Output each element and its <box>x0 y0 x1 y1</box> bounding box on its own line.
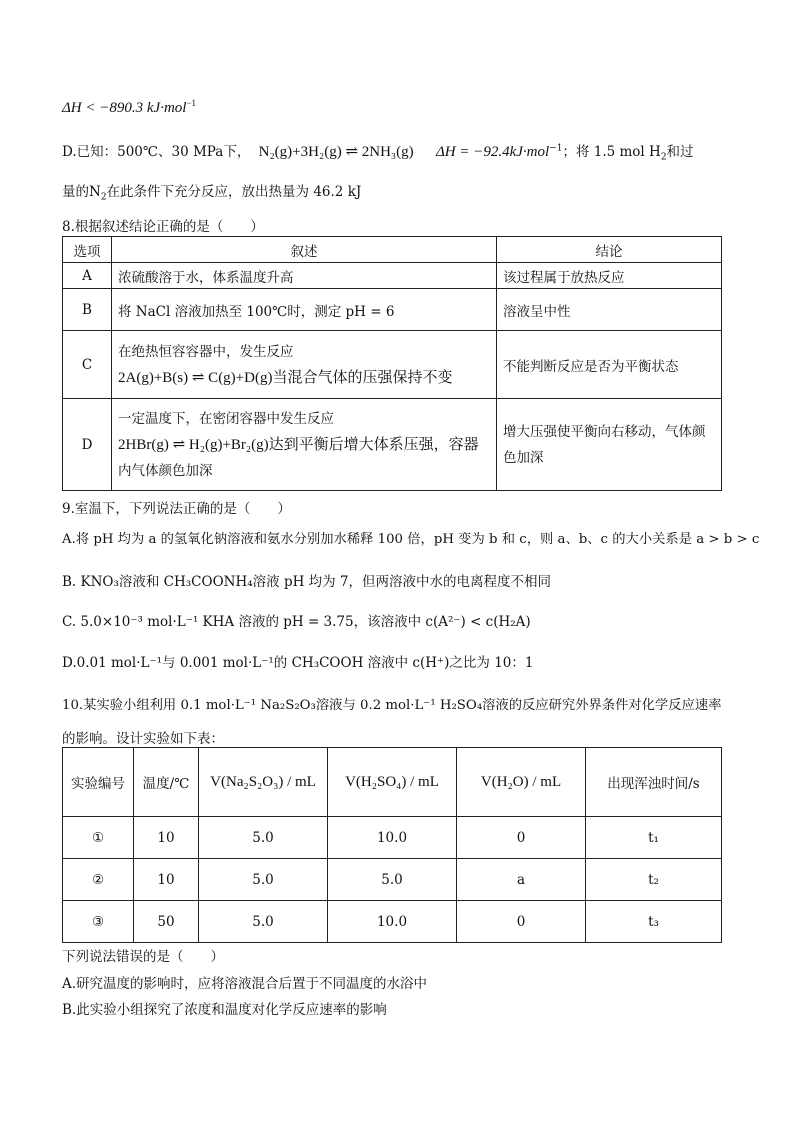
cell: t₃ <box>586 901 722 943</box>
header-time: 出现浑浊时间/s <box>586 748 722 817</box>
row-a-option: A <box>63 263 112 289</box>
cell: 5.0 <box>328 859 457 901</box>
table-header-row <box>63 237 722 263</box>
row-b-conclusion: 溶液呈中性 <box>497 289 722 331</box>
header-temp: 温度/℃ <box>134 748 199 817</box>
row-c-desc-line: 在绝热恒容容器中，发生反应 <box>118 343 294 360</box>
q8-stem: 8.根据叙述结论正确的是（ ） <box>62 219 264 235</box>
q9-option-d: D.0.01 mol·L⁻¹与 0.001 mol·L⁻¹的 CH₃COOH 溶液中 c(H⁺)之比为 10：1 <box>62 655 534 671</box>
row-d-desc <box>112 399 497 491</box>
q9-option-a: A.将 pH 均为 a 的氢氧化钠溶液和氨水分别加水稀释 100 倍，pH 变为 b 和 c，则 a、b、c 的大小关系是 a > b > c <box>62 532 760 547</box>
row-d-desc-line: 2HBr(g) ⇌ H₂(g)+Br₂(g)达到平衡后增大体系压强，容器 <box>118 436 479 453</box>
table-row <box>63 399 722 491</box>
row-c-desc <box>112 331 497 399</box>
header-option: 选项 <box>63 237 112 263</box>
q10-option-b: B.此实验小组探究了浓度和温度对化学反应速率的影响 <box>62 1002 387 1018</box>
row-d-option: D <box>63 399 112 491</box>
option-d-line-1 <box>62 140 694 161</box>
row-b-desc: 将 NaCl 溶液加热至 100℃时，测定 pH = 6 <box>112 289 497 331</box>
q10-option-a: A.研究温度的影响时，应将溶液混合后置于不同温度的水浴中 <box>62 976 428 992</box>
cell: 0 <box>457 901 586 943</box>
q10-after: 下列说法错误的是（ ） <box>62 949 224 965</box>
table-row <box>63 331 722 399</box>
q9-option-c: C. 5.0×10⁻³ mol·L⁻¹ KHA 溶液的 pH = 3.75，该溶液中 c(A²⁻) < c(H₂A) <box>62 614 531 630</box>
cell: 5.0 <box>199 817 328 859</box>
option-d-dh-exp: −1 <box>549 143 563 154</box>
row-c-desc-line: 2A(g)+B(s) ⇌ C(g)+D(g)当混合气体的压强保持不变 <box>118 369 453 386</box>
option-d-dh: ΔH = −92.4kJ·mol <box>435 144 550 160</box>
table-row <box>63 289 722 331</box>
row-c-option: C <box>63 331 112 399</box>
cell: a <box>457 859 586 901</box>
option-d-tail1-sub: 2 <box>660 152 667 163</box>
cell: 50 <box>134 901 199 943</box>
row-d-desc-line: 一定温度下，在密闭容器中发生反应 <box>118 410 334 427</box>
table-row <box>63 859 722 901</box>
option-d-tail1: ；将 1.5 mol H <box>562 144 661 160</box>
q10-stem-line-2: 的影响。设计实验如下表： <box>62 731 224 747</box>
cell: 0 <box>457 817 586 859</box>
option-d-line2-sub: 2 <box>100 192 107 203</box>
table-row <box>63 263 722 289</box>
header-conclusion: 结论 <box>497 237 722 263</box>
q8-table <box>62 236 722 491</box>
q10-table <box>62 747 722 943</box>
row-c-conclusion: 不能判断反应是否为平衡状态 <box>497 331 722 399</box>
row-a-conclusion: 该过程属于放热反应 <box>497 263 722 289</box>
delta-h-text: ΔH < −890.3 kJ·mol <box>62 100 187 116</box>
cell: 10 <box>134 817 199 859</box>
delta-h-exp: −1 <box>186 98 197 108</box>
cell: t₂ <box>586 859 722 901</box>
option-d-lead: D.已知：500℃、30 MPa下， <box>62 144 251 160</box>
option-d-line2-b: 在此条件下充分反应，放出热量为 46.2 kJ <box>106 184 362 200</box>
table-row <box>63 901 722 943</box>
cell: t₁ <box>586 817 722 859</box>
option-d-tail2: 和过 <box>666 144 694 160</box>
row-b-option: B <box>63 289 112 331</box>
table-row <box>63 817 722 859</box>
header-v-h2so4: V(H₂SO₄) / mL <box>328 748 457 817</box>
cell: 5.0 <box>199 859 328 901</box>
q10-stem-line-1: 10.某实验小组利用 0.1 mol·L⁻¹ Na₂S₂O₃溶液与 0.2 mol·L⁻¹ H₂SO₄溶液的反应研究外界条件对化学反应速率 <box>62 698 722 713</box>
row-a-desc: 浓硫酸溶于水，体系温度升高 <box>112 263 497 289</box>
q9-option-b: B. KNO₃溶液和 CH₃COONH₄溶液 pH 均为 7，但两溶液中水的电离程度不相同 <box>62 574 552 590</box>
header-exp-no: 实验编号 <box>63 748 134 817</box>
row-d-desc-line: 内气体颜色加深 <box>118 462 213 479</box>
cell: 10.0 <box>328 817 457 859</box>
option-d-reaction: N₂(g)+3H₂(g) ⇌ 2NH₃(g) <box>258 144 414 160</box>
header-v-h2o: V(H₂O) / mL <box>457 748 586 817</box>
header-description: 叙述 <box>112 237 497 263</box>
option-d-line2-a: 量的N <box>62 184 101 200</box>
cell: ② <box>63 859 134 901</box>
q9-stem: 9.室温下，下列说法正确的是（ ） <box>62 501 291 517</box>
delta-h-line <box>62 100 196 117</box>
cell: ① <box>63 817 134 859</box>
table-header-row <box>63 748 722 817</box>
cell: 5.0 <box>199 901 328 943</box>
cell: 10 <box>134 859 199 901</box>
cell: 10.0 <box>328 901 457 943</box>
cell: ③ <box>63 901 134 943</box>
row-d-conclusion: 增大压强使平衡向右移动，气体颜色加深 <box>497 399 722 491</box>
option-d-line-2 <box>62 180 362 203</box>
header-v-na2s2o3: V(Na₂S₂O₃) / mL <box>199 748 328 817</box>
